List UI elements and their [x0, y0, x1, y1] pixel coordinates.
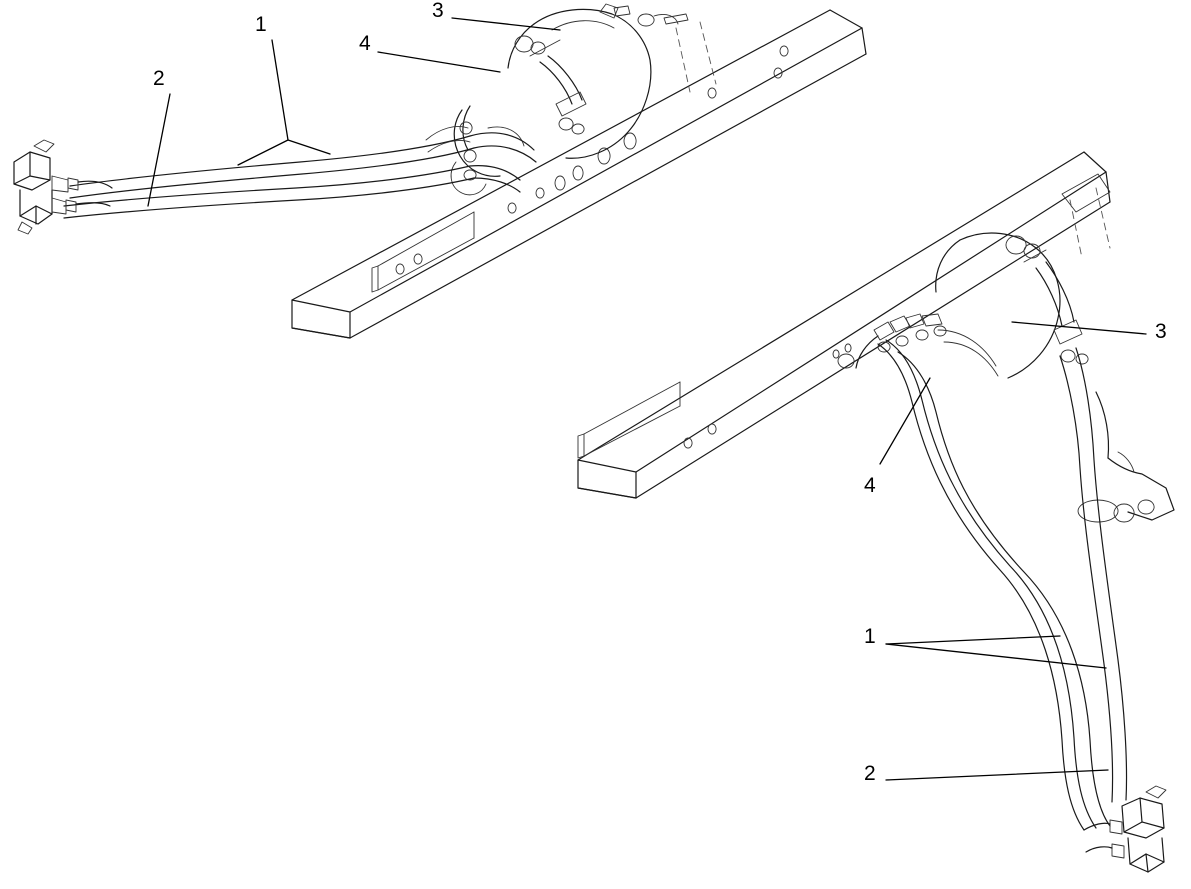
hydraulic-cylinder-right: [936, 233, 1174, 522]
callout-number-1-upper: 1: [255, 13, 267, 36]
upper-left-view: [14, 4, 866, 338]
hose-clamp-bracket-right: [838, 314, 946, 368]
callout-number-3-lower: 3: [1155, 320, 1167, 343]
callout-number-2-lower: 2: [864, 762, 876, 785]
lower-right-view: [578, 152, 1174, 872]
callout-number-3-upper: 3: [432, 0, 444, 22]
hose-end-fitting-left: [14, 140, 112, 234]
frame-rail-left: [292, 10, 866, 338]
callout-number-4-lower: 4: [864, 474, 876, 497]
frame-rail-right: [578, 152, 1110, 498]
callout-number-2-upper: 2: [153, 67, 165, 90]
callout-number-1-lower: 1: [864, 625, 876, 648]
callout-number-4-upper: 4: [359, 32, 371, 55]
hose-end-fitting-right: [1084, 786, 1166, 872]
hydraulic-hose-bundle-right: [878, 330, 1127, 830]
callout-leaders-upper: [148, 18, 560, 206]
